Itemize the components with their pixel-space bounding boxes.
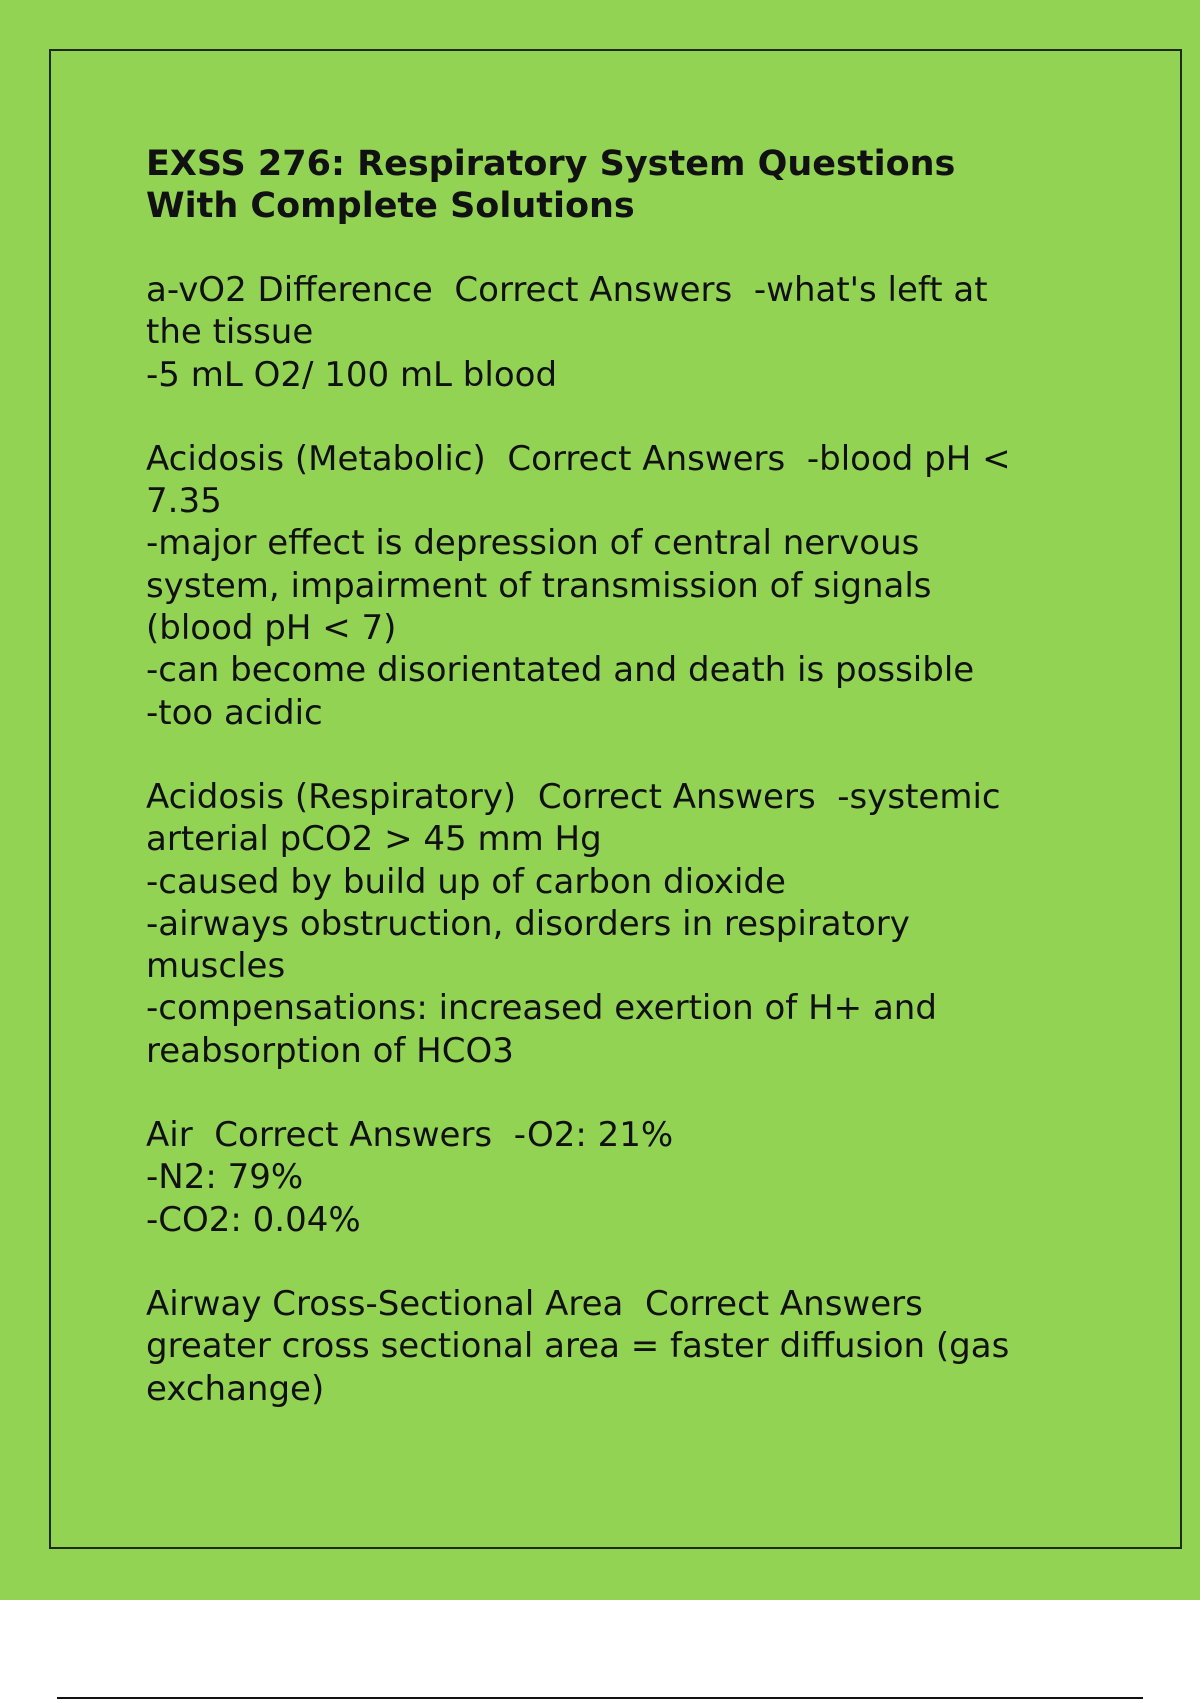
qa-entry-acidosis-metabolic xyxy=(146,438,1096,734)
entry-text-line: Acidosis (Metabolic) Correct Answers -blood pH < xyxy=(146,438,1011,479)
entry-text-line: Airway Cross-Sectional Area Correct Answers xyxy=(146,1283,923,1324)
entry-text-line: arterial pCO2 > 45 mm Hg xyxy=(146,819,602,860)
entry-text-line: (blood pH < 7) xyxy=(146,608,397,649)
entry-text-line: -CO2: 0.04% xyxy=(146,1199,361,1240)
qa-entry-acidosis-respiratory xyxy=(146,776,1096,1072)
entry-text-line: muscles xyxy=(146,946,286,987)
entry-text-line: -major effect is depression of central nervous xyxy=(146,523,920,564)
entry-text-line: a-vO2 Difference Correct Answers -what's left at xyxy=(146,270,988,310)
title-line: With Complete Solutions xyxy=(146,186,635,226)
entry-text-line: Air Correct Answers -O2: 21% xyxy=(146,1115,674,1156)
document-content xyxy=(146,143,1096,1452)
entry-text-line: system, impairment of transmission of signals xyxy=(146,565,932,606)
entry-text-line: -can become disorientated and death is possible xyxy=(146,650,975,691)
entry-text-line: 7.35 xyxy=(146,481,222,522)
entry-text-line: -airways obstruction, disorders in respiratory xyxy=(146,903,910,944)
document-title xyxy=(146,143,1096,227)
entry-text-line: -N2: 79% xyxy=(146,1157,304,1198)
entry-text-line: -too acidic xyxy=(146,692,323,733)
qa-entry-air xyxy=(146,1114,1096,1241)
entry-text-line: Acidosis (Respiratory) Correct Answers -systemic xyxy=(146,776,1001,817)
entry-text-line: reabsorption of HCO3 xyxy=(146,1030,514,1071)
title-line: EXSS 276: Respiratory System Questions xyxy=(146,144,956,184)
entry-text-line: exchange) xyxy=(146,1368,325,1409)
entry-text-line: greater cross sectional area = faster diffusion (gas xyxy=(146,1326,1010,1367)
qa-entry-avo2-difference xyxy=(146,269,1096,396)
entry-text-line: the tissue xyxy=(146,312,314,353)
entry-text-line: -5 mL O2/ 100 mL blood xyxy=(146,354,558,395)
entry-text-line: -compensations: increased exertion of H+ and xyxy=(146,988,937,1029)
qa-entry-airway-cross-sectional-area xyxy=(146,1283,1096,1410)
page-divider xyxy=(57,1697,1143,1699)
entry-text-line: -caused by build up of carbon dioxide xyxy=(146,861,786,902)
